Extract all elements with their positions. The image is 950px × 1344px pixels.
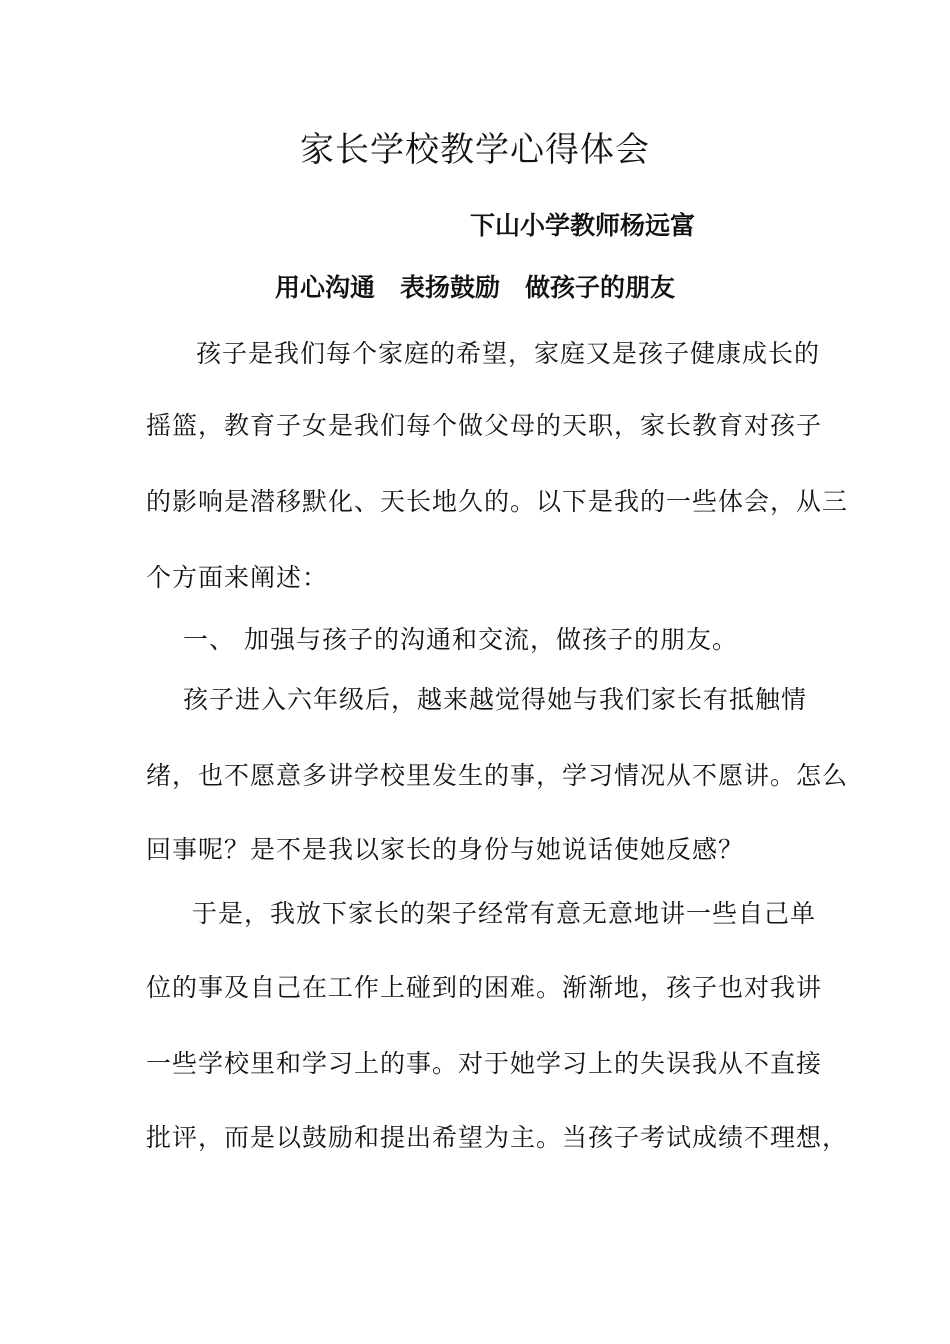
paragraph-line: 摇篮，教育子女是我们每个做父母的天职，家长教育对孩子 (146, 411, 823, 440)
paragraph-line: 位的事及自己在工作上碰到的困难。渐渐地，孩子也对我讲 (146, 973, 823, 1002)
paragraph-line: 于是，我放下家长的架子经常有意无意地讲一些自己单 (192, 899, 817, 928)
document-title: 家长学校教学心得体会 (300, 130, 650, 170)
paragraph-line: 回事呢？是不是我以家长的身份与她说话使她反感？ (146, 835, 745, 864)
paragraph-line: 一些学校里和学习上的事。对于她学习上的失误我从不直接 (146, 1049, 823, 1078)
paragraph-line: 批评，而是以鼓励和提出希望为主。当孩子考试成绩不理想， (146, 1123, 849, 1152)
document-subtitle: 用心沟通 表扬鼓励 做孩子的朋友 (274, 273, 675, 302)
paragraph-line: 孩子进入六年级后，越来越觉得她与我们家长有抵触情 (183, 685, 808, 714)
paragraph-line: 的影响是潜移默化、天长地久的。以下是我的一些体会，从三 (146, 487, 849, 516)
paragraph-line: 绪，也不愿意多讲学校里发生的事，学习情况从不愿讲。怎么 (146, 761, 849, 790)
paragraph-line: 孩子是我们每个家庭的希望，家庭又是孩子健康成长的 (196, 339, 821, 368)
paragraph-line: 个方面来阐述： (146, 563, 329, 592)
author-line: 下山小学教师杨远富 (470, 211, 696, 240)
section-heading-1: 一、 加强与孩子的沟通和交流，做孩子的朋友。 (183, 625, 738, 654)
